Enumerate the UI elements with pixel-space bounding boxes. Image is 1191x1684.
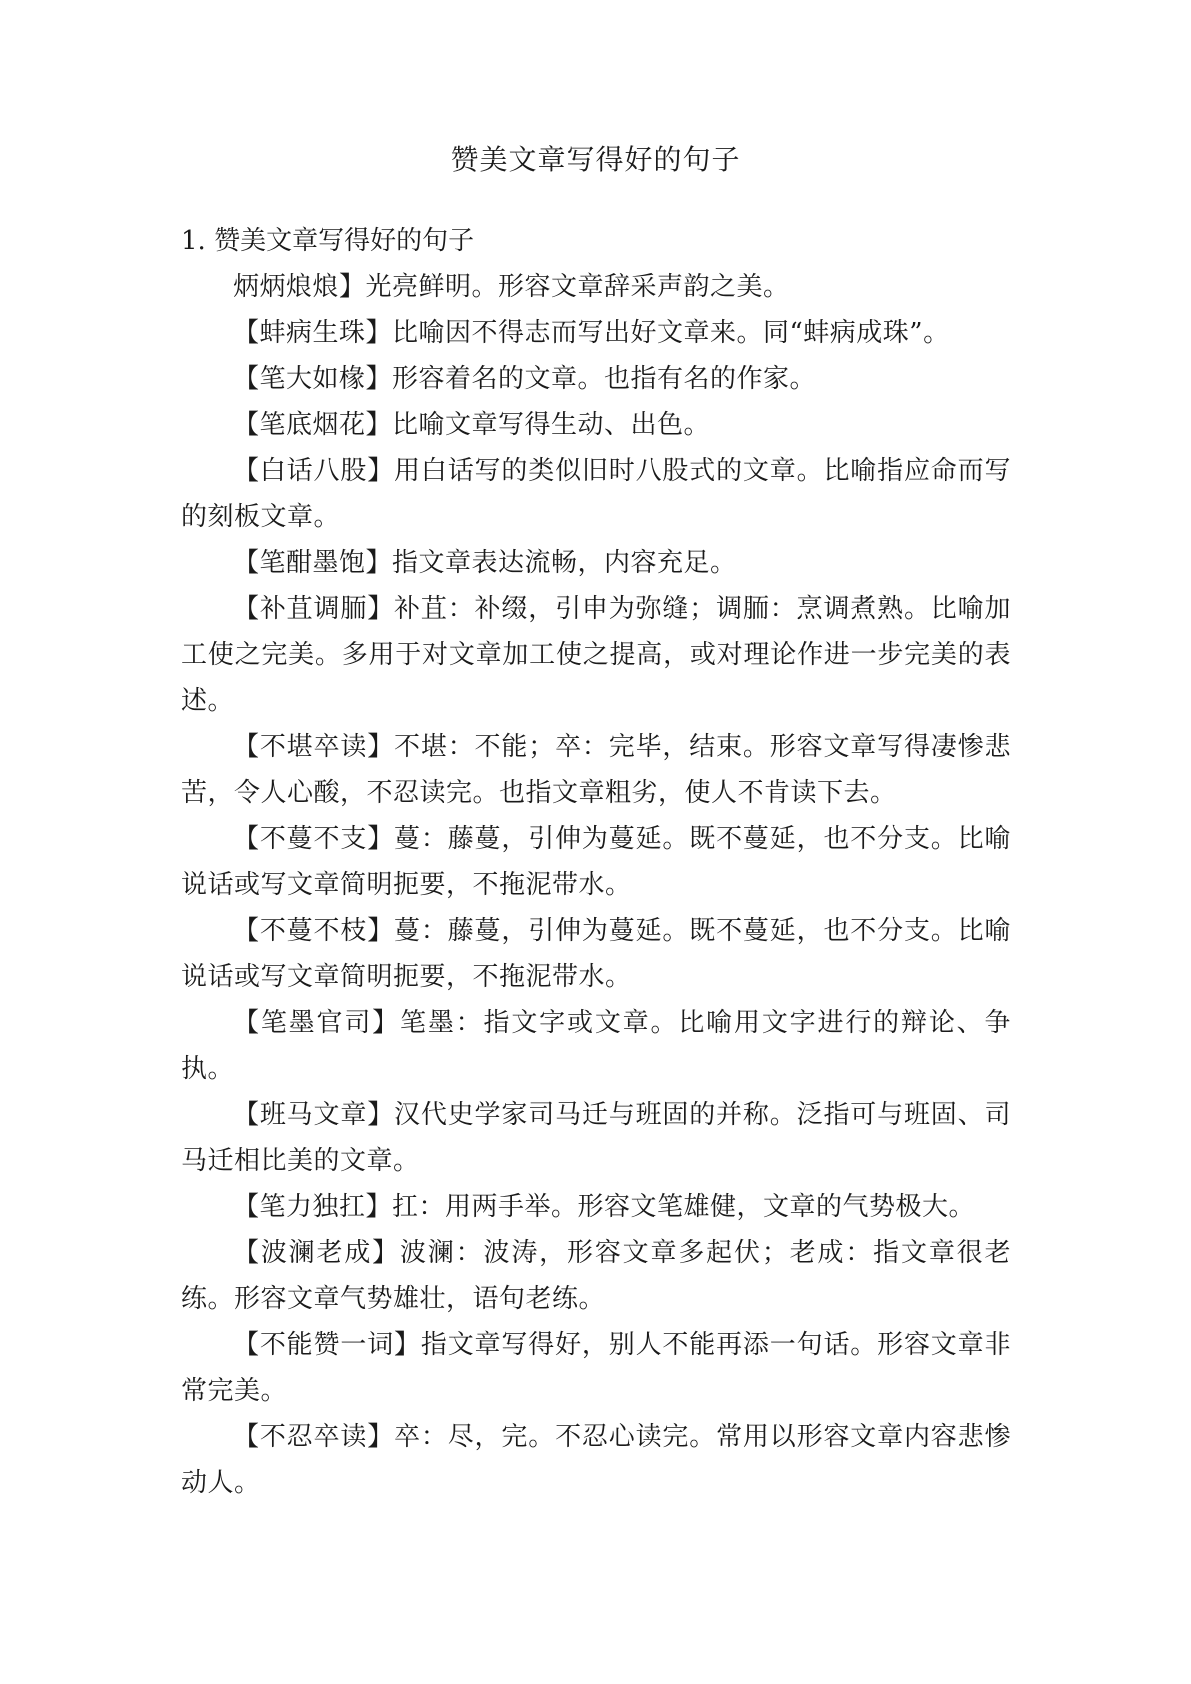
document-title: 赞美文章写得好的句子 [450,143,741,176]
paragraph: 【不蔓不支】蔓：藤蔓，引伸为蔓延。既不蔓延，也不分支。比喻说话或写文章简明扼要，不拖泥带水。 [181,824,1011,900]
paragraph: 炳炳烺烺】光亮鲜明。形容文章辞采声韵之美。 [233,272,790,302]
paragraph: 【笔力独扛】扛：用两手举。形容文笔雄健，文章的气势极大。 [233,1192,976,1222]
paragraph: 【不堪卒读】不堪：不能；卒：完毕，结束。形容文章写得凄惨悲苦，令人心酸，不忍读完。也指文章粗劣，使人不肯读下去。 [181,732,1011,808]
paragraph: 【笔墨官司】笔墨：指文字或文章。比喻用文字进行的辩论、争执。 [181,1008,1011,1084]
paragraph: 【笔酣墨饱】指文章表达流畅，内容充足。 [233,548,737,578]
paragraph: 【蚌病生珠】比喻因不得志而写出好文章来。同“蚌病成珠”。 [233,318,950,348]
section-heading: 1. 赞美文章写得好的句子 [181,226,475,256]
document-body [181,218,1011,1506]
paragraph: 【笔大如椽】形容着名的文章。也指有名的作家。 [233,364,817,394]
paragraph: 【白话八股】用白话写的类似旧时八股式的文章。比喻指应命而写的刻板文章。 [181,456,1011,532]
paragraph: 【波澜老成】波澜：波涛，形容文章多起伏；老成：指文章很老练。形容文章气势雄壮，语句老练。 [181,1238,1011,1314]
paragraph: 【笔底烟花】比喻文章写得生动、出色。 [233,410,711,440]
paragraph: 【不蔓不枝】蔓：藤蔓，引伸为蔓延。既不蔓延，也不分支。比喻说话或写文章简明扼要，不拖泥带水。 [181,916,1011,992]
paragraph: 【班马文章】汉代史学家司马迁与班固的并称。泛指可与班固、司马迁相比美的文章。 [181,1100,1011,1176]
paragraph: 【不忍卒读】卒：尽，完。不忍心读完。常用以形容文章内容悲惨动人。 [181,1422,1011,1498]
paragraph: 【不能赞一词】指文章写得好，别人不能再添一句话。形容文章非常完美。 [181,1330,1011,1406]
paragraph: 【补苴调胹】补苴：补缀，引申为弥缝；调胹：烹调煮熟。比喻加工使之完美。多用于对文章加工使之提高，或对理论作进一步完美的表述。 [181,594,1011,716]
